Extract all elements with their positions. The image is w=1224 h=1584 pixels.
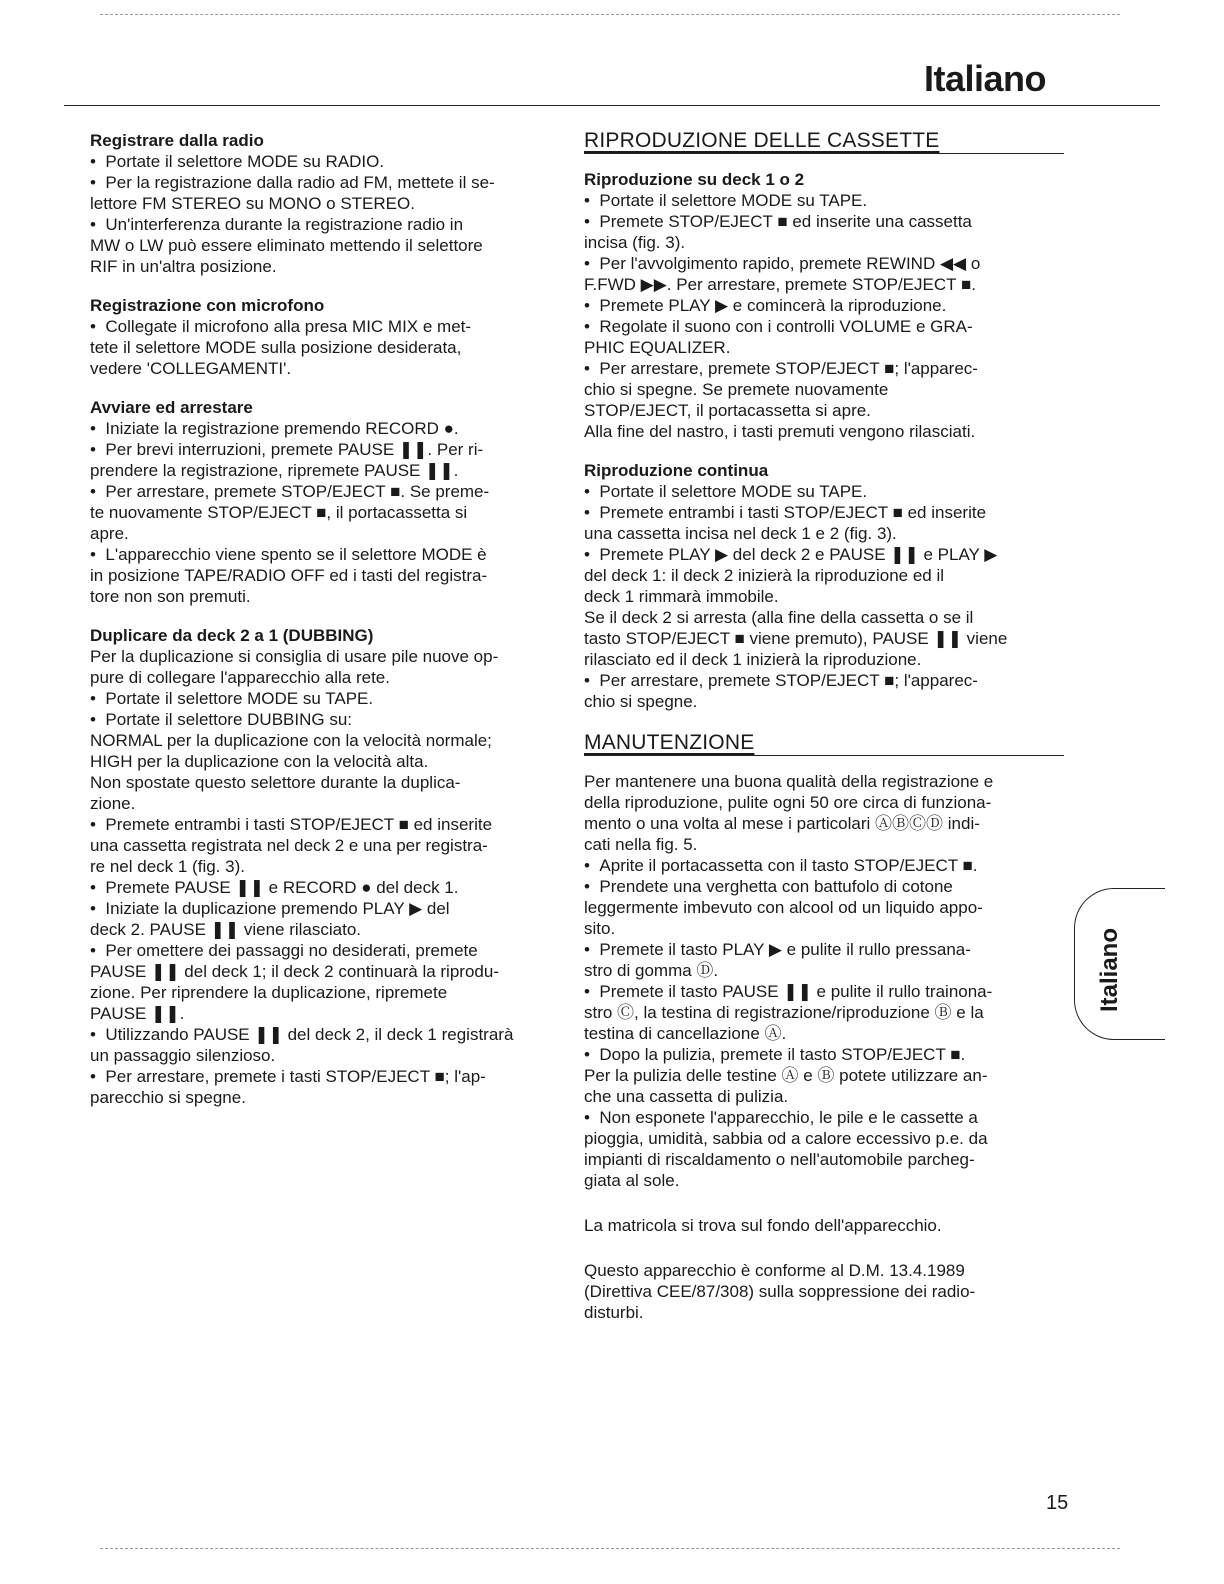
subsection-heading: Duplicare da deck 2 a 1 (DUBBING)	[90, 626, 374, 645]
text-line: chio si spegne. Se premete nuovamente	[584, 380, 889, 399]
text-line: pure di collegare l'apparecchio alla rete.	[90, 668, 390, 687]
text-line: incisa (fig. 3).	[584, 233, 686, 252]
text-line: lettore FM STEREO su MONO o STEREO.	[90, 194, 415, 213]
text-line: Alla fine del nastro, i tasti premuti vengono rilasciati.	[584, 422, 976, 441]
text-line: pioggia, umidità, sabbia od a calore eccessivo p.e. da	[584, 1129, 988, 1148]
text-line: • Premete entrambi i tasti STOP/EJECT ■ ed inserite	[584, 502, 1064, 523]
text-line: stro Ⓒ, la testina di registrazione/riproduzione Ⓑ e la	[584, 1003, 984, 1022]
text-line: apre.	[90, 524, 129, 543]
text-line: Non spostate questo selettore durante la duplica-	[90, 773, 461, 792]
text-line: • Premete PLAY ▶ e comincerà la riproduzione.	[584, 295, 1064, 316]
left-section	[90, 397, 560, 607]
text-line: re nel deck 1 (fig. 3).	[90, 857, 245, 876]
left-section	[90, 625, 560, 1108]
text-line: in posizione TAPE/RADIO OFF ed i tasti del registra-	[90, 566, 488, 585]
text-line: vedere 'COLLEGAMENTI'.	[90, 359, 292, 378]
text-line: • Per brevi interruzioni, premete PAUSE ❚❚. Per ri-	[90, 439, 560, 460]
text-line: • Premete il tasto PLAY ▶ e pulite il rullo pressana-	[584, 939, 1064, 960]
text-line: • L'apparecchio viene spento se il selettore MODE è	[90, 544, 560, 565]
text-line: del deck 1: il deck 2 inizierà la riproduzione ed il	[584, 566, 945, 585]
text-line: Per la pulizia delle testine Ⓐ e Ⓑ potete utilizzare an-	[584, 1066, 988, 1085]
text-line: • Per arrestare, premete STOP/EJECT ■. Se preme-	[90, 481, 560, 502]
text-line: • Portate il selettore MODE su RADIO.	[90, 151, 560, 172]
subsection-heading: Riproduzione su deck 1 o 2	[584, 170, 805, 189]
page-number: 15	[1046, 1492, 1069, 1514]
scan-artifact-bottom	[100, 1548, 1120, 1550]
text-line: • Premete PAUSE ❚❚ e RECORD ● del deck 1.	[90, 877, 560, 898]
text-line: deck 1 rimmarà immobile.	[584, 587, 779, 606]
text-line: • Utilizzando PAUSE ❚❚ del deck 2, il deck 1 registrarà	[90, 1024, 560, 1045]
text-line: • Portate il selettore MODE su TAPE.	[584, 190, 1064, 211]
text-line: tore non son premuti.	[90, 587, 251, 606]
text-line: zione. Per riprendere la duplicazione, ripremete	[90, 983, 448, 1002]
text-line: • Premete STOP/EJECT ■ ed inserite una cassetta	[584, 211, 1064, 232]
text-line: una cassetta registrata nel deck 2 e una per registra-	[90, 836, 488, 855]
text-line: cati nella fig. 5.	[584, 835, 698, 854]
text-line: • Per arrestare, premete STOP/EJECT ■; l'apparec-	[584, 358, 1064, 379]
text-line: zione.	[90, 794, 136, 813]
text-line: F.FWD ▶▶. Per arrestare, premete STOP/EJECT ■.	[584, 275, 976, 294]
text-line: NORMAL per la duplicazione con la velocità normale;	[90, 731, 492, 750]
text-line: PAUSE ❚❚.	[90, 1004, 185, 1023]
subsection-heading: Registrare dalla radio	[90, 131, 264, 150]
page-title: Italiano	[923, 58, 1046, 99]
side-tab-text: Italiano	[1096, 927, 1124, 1013]
left-section	[90, 130, 560, 277]
conformity-line: (Direttiva CEE/87/308) sulla soppressione dei radio-	[584, 1282, 976, 1301]
text-line: • Iniziate la duplicazione premendo PLAY ▶ del	[90, 898, 560, 919]
text-line: • Portate il selettore MODE su TAPE.	[90, 688, 560, 709]
language-side-tab-label	[1080, 920, 1140, 1020]
text-line: prendere la registrazione, ripremete PAUSE ❚❚.	[90, 461, 459, 480]
subsection-heading: Riproduzione continua	[584, 461, 769, 480]
text-line: RIF in un'altra posizione.	[90, 257, 277, 276]
text-line: • Premete il tasto PAUSE ❚❚ e pulite il rullo trainona-	[584, 981, 1064, 1002]
text-line: una cassetta incisa nel deck 1 e 2 (fig. 3).	[584, 524, 897, 543]
conformity-line: disturbi.	[584, 1303, 644, 1322]
text-line: • Collegate il microfono alla presa MIC MIX e met-	[90, 316, 560, 337]
text-line: testina di cancellazione Ⓐ.	[584, 1024, 787, 1043]
conformity-line: Questo apparecchio è conforme al D.M. 13.4.1989	[584, 1261, 965, 1280]
text-line: chio si spegne.	[584, 692, 698, 711]
text-line: • Portate il selettore DUBBING su:	[90, 709, 560, 730]
text-line: • Regolate il suono con i controlli VOLUME e GRA-	[584, 316, 1064, 337]
text-line: PAUSE ❚❚ del deck 1; il deck 2 continuarà la riprodu-	[90, 962, 499, 981]
text-line: un passaggio silenzioso.	[90, 1046, 276, 1065]
text-line: • Per arrestare, premete STOP/EJECT ■; l'apparec-	[584, 670, 1064, 691]
text-line: • Iniziate la registrazione premendo RECORD ●.	[90, 418, 560, 439]
text-line: tasto STOP/EJECT ■ viene premuto), PAUSE ❚❚ viene	[584, 629, 1008, 648]
text-line: giata al sole.	[584, 1171, 680, 1190]
text-line: • Aprite il portacassetta con il tasto STOP/EJECT ■.	[584, 855, 1064, 876]
left-column	[90, 130, 560, 1126]
text-line: • Per arrestare, premete i tasti STOP/EJECT ■; l'ap-	[90, 1066, 560, 1087]
text-line: sito.	[584, 919, 616, 938]
text-line: deck 2. PAUSE ❚❚ viene rilasciato.	[90, 920, 362, 939]
section-title-maintenance: MANUTENZIONE	[584, 732, 1064, 753]
text-line: • Portate il selettore MODE su TAPE.	[584, 481, 1064, 502]
text-line: tete il selettore MODE sulla posizione desiderata,	[90, 338, 462, 357]
text-line: STOP/EJECT, il portacassetta si apre.	[584, 401, 871, 420]
text-line: mento o una volta al mese i particolari ⒶⒷⒸⒹ indi-	[584, 814, 980, 833]
text-line: • Per omettere dei passaggi no desiderati, premete	[90, 940, 560, 961]
text-line: della riproduzione, pulite ogni 50 ore circa di funziona-	[584, 793, 992, 812]
text-line: • Non esponete l'apparecchio, le pile e le cassette a	[584, 1107, 1064, 1128]
right-subsection	[584, 460, 1064, 712]
text-line: • Dopo la pulizia, premete il tasto STOP/EJECT ■.	[584, 1044, 1064, 1065]
text-line: impianti di riscaldamento o nell'automobile parcheg-	[584, 1150, 975, 1169]
text-line: • Premete PLAY ▶ del deck 2 e PAUSE ❚❚ e PLAY ▶	[584, 544, 1064, 565]
text-line: • Per l'avvolgimento rapido, premete REWIND ◀◀ o	[584, 253, 1064, 274]
text-line: parecchio si spegne.	[90, 1088, 246, 1107]
text-line: • Prendete una verghetta con battufolo di cotone	[584, 876, 1064, 897]
left-section	[90, 295, 560, 379]
text-line: PHIC EQUALIZER.	[584, 338, 731, 357]
text-line: MW o LW può essere eliminato mettendo il selettore	[90, 236, 483, 255]
text-line: te nuovamente STOP/EJECT ■, il portacassetta si	[90, 503, 468, 522]
text-line: • Per la registrazione dalla radio ad FM, mettete il se-	[90, 172, 560, 193]
text-line: Per la duplicazione si consiglia di usare pile nuove op-	[90, 647, 499, 666]
text-line: stro di gomma Ⓓ.	[584, 961, 719, 980]
section-title-playback: RIPRODUZIONE DELLE CASSETTE	[584, 130, 1064, 151]
maintenance-section	[584, 771, 1064, 1191]
text-line: leggermente imbevuto con alcool od un liquido appo-	[584, 898, 983, 917]
subsection-heading: Registrazione con microfono	[90, 296, 325, 315]
text-line: che una cassetta di pulizia.	[584, 1087, 789, 1106]
text-line: • Premete entrambi i tasti STOP/EJECT ■ ed inserite	[90, 814, 560, 835]
scan-artifact-top	[100, 14, 1120, 16]
subsection-heading: Avviare ed arrestare	[90, 398, 253, 417]
title-rule	[64, 105, 1160, 106]
text-line: Per mantenere una buona qualità della registrazione e	[584, 772, 994, 791]
text-line: Se il deck 2 si arresta (alla fine della cassetta o se il	[584, 608, 974, 627]
serial-number-note: La matricola si trova sul fondo dell'apparecchio.	[584, 1216, 942, 1235]
text-line: rilasciato ed il deck 1 inizierà la riproduzione.	[584, 650, 922, 669]
right-column	[584, 130, 1064, 1323]
text-line: • Un'interferenza durante la registrazione radio in	[90, 214, 560, 235]
text-line: HIGH per la duplicazione con la velocità alta.	[90, 752, 429, 771]
right-subsection	[584, 169, 1064, 442]
